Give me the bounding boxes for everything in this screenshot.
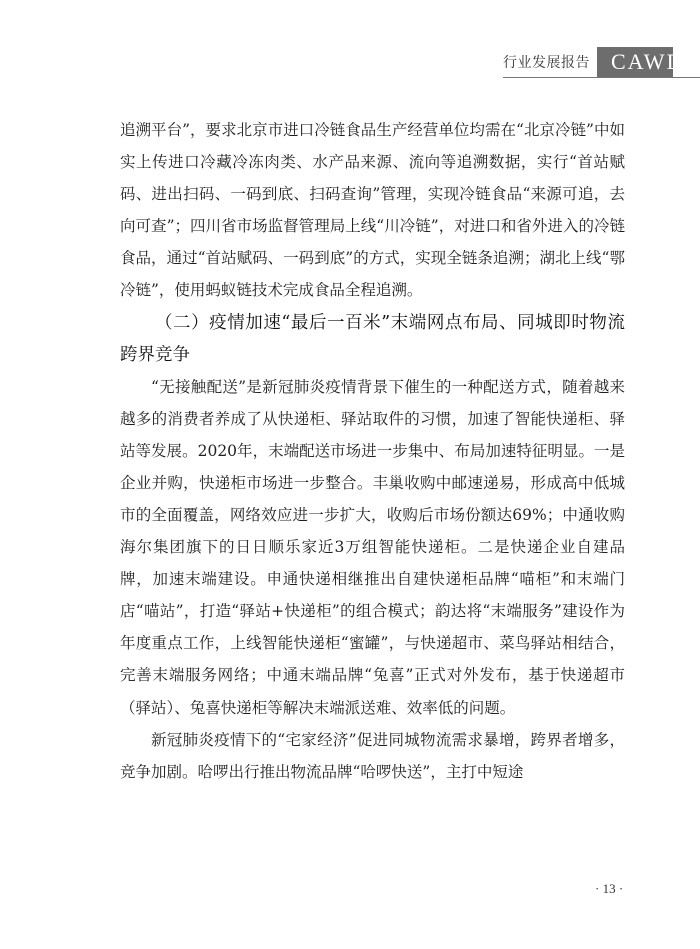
- cawd-logo: CAWD: [597, 47, 673, 77]
- header-divider: [503, 77, 700, 78]
- paragraph-cold-chain-traceability: 追溯平台”，要求北京市进口冷链食品生产经营单位均需在“北京冷链”中如实上传进口冷藏冷冻肉类、水产品来源、流向等追溯数据，实行“首站赋码、进出扫码、一码到底、扫码查询”管理，实现冷链食品“来源可追，去向可查”；四川省市场监督管理局上线“川冷链”，对进口和省外进入的冷链食品，通过“首站赋码、一码到底”的方式，实现全链条追溯；湖北上线“鄂冷链”，使用蚂蚁链技术完成食品全程追溯。: [120, 121, 625, 300]
- running-header: [503, 47, 685, 77]
- page-number: · 13 ·: [595, 881, 624, 896]
- section-heading: （二）疫情加速“最后一百米”末端网点布局、同城即时物流跨界竞争: [120, 312, 625, 365]
- paragraph-home-economy: 新冠肺炎疫情下的“宅家经济”促进同城物流需求暴增，跨界者增多，竞争加剧。哈啰出行推出物流品牌“哈啰快送”，主打中短途: [120, 730, 625, 781]
- paragraph-contactless-delivery: “无接触配送”是新冠肺炎疫情背景下催生的一种配送方式，随着越来越多的消费者养成了从快递柜、驿站取件的习惯，加速了智能快递柜、驿站等发展。2020年，末端配送市场进一步集中、布局加速特征明显。一是企业并购，快递柜市场进一步整合。丰巢收购中邮速递易，形成高中低城市的全面覆盖，网络效应进一步扩大，收购后市场份额达69%；中通收购海尔集团旗下的日日顺乐家近3万组智能快递柜。二是快递企业自建品牌，加速末端建设。申通快递相继推出自建快递柜品牌“喵柜”和末端门店“喵站”，打造“驿站+快递柜”的组合模式；韵达将“末端服务”建设作为年度重点工作，上线智能快递柜“蜜罐”，与快递超市、菜鸟驿站相结合，完善末端服务网络；中通末端品牌“兔喜”正式对外发布，基于快递超市（驿站）、兔喜快递柜等解决末端派送难、效率低的问题。: [120, 377, 625, 717]
- body-text: [120, 114, 625, 788]
- report-title: 行业发展报告: [503, 55, 590, 71]
